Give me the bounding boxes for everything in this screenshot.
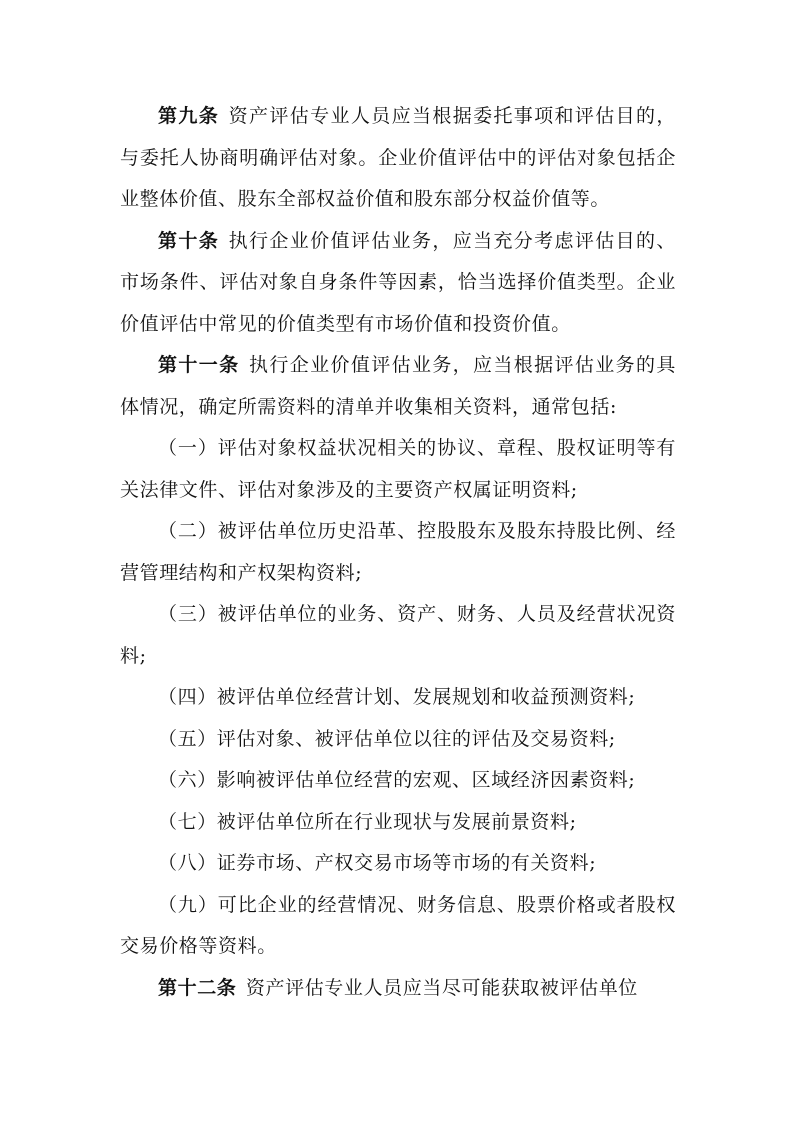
list-item-9: （九）可比企业的经营情况、财务信息、股票价格或者股权交易价格等资料。	[120, 893, 676, 957]
article-text: 执行企业价值评估业务，应当充分考虑评估目的、市场条件、评估对象自身条件等因素，恰当选择价值类型。企业价值评估中常见的价值类型有市场价值和投资价值。	[120, 229, 676, 335]
list-item-5: （五）评估对象、被评估单位以往的评估及交易资料;	[158, 727, 616, 750]
list-item-7: （七）被评估单位所在行业现状与发展前景资料;	[158, 810, 577, 833]
list-item-1: （一）评估对象权益状况相关的协议、章程、股权证明等有关法律文件、评估对象涉及的主要资产权属证明资料;	[120, 437, 676, 501]
article-number: 第十二条	[158, 976, 237, 999]
article-12	[120, 968, 676, 1010]
article-text: 执行企业价值评估业务，应当根据评估业务的具体情况，确定所需资料的清单并收集相关资料，通常包括:	[120, 354, 676, 418]
article-text: 资产评估专业人员应当根据委托事项和评估目的，与委托人协商明确评估对象。企业价值评估中的评估对象包括企业整体价值、股东全部权益价值和股东部分权益价值等。	[120, 105, 676, 210]
article-11	[120, 345, 676, 428]
article-number: 第九条	[158, 105, 220, 127]
document-page	[120, 96, 676, 1009]
article-number: 第十一条	[158, 354, 240, 376]
list-item-3: （三）被评估单位的业务、资产、财务、人员及经营状况资料;	[120, 603, 676, 667]
article-10	[120, 221, 676, 346]
list-item-2: （二）被评估单位历史沿革、控股股东及股东持股比例、经营管理结构和产权架构资料;	[120, 520, 676, 584]
article-9	[120, 96, 676, 221]
list-item-6: （六）影响被评估单位经营的宏观、区域经济因素资料;	[158, 769, 636, 791]
list-item-4: （四）被评估单位经营计划、发展规划和收益预测资料;	[158, 686, 636, 708]
list-item-8: （八）证券市场、产权交易市场等市场的有关资料;	[158, 852, 597, 874]
article-number: 第十条	[158, 229, 220, 252]
article-text: 资产评估专业人员应当尽可能获取被评估单位	[245, 976, 638, 999]
